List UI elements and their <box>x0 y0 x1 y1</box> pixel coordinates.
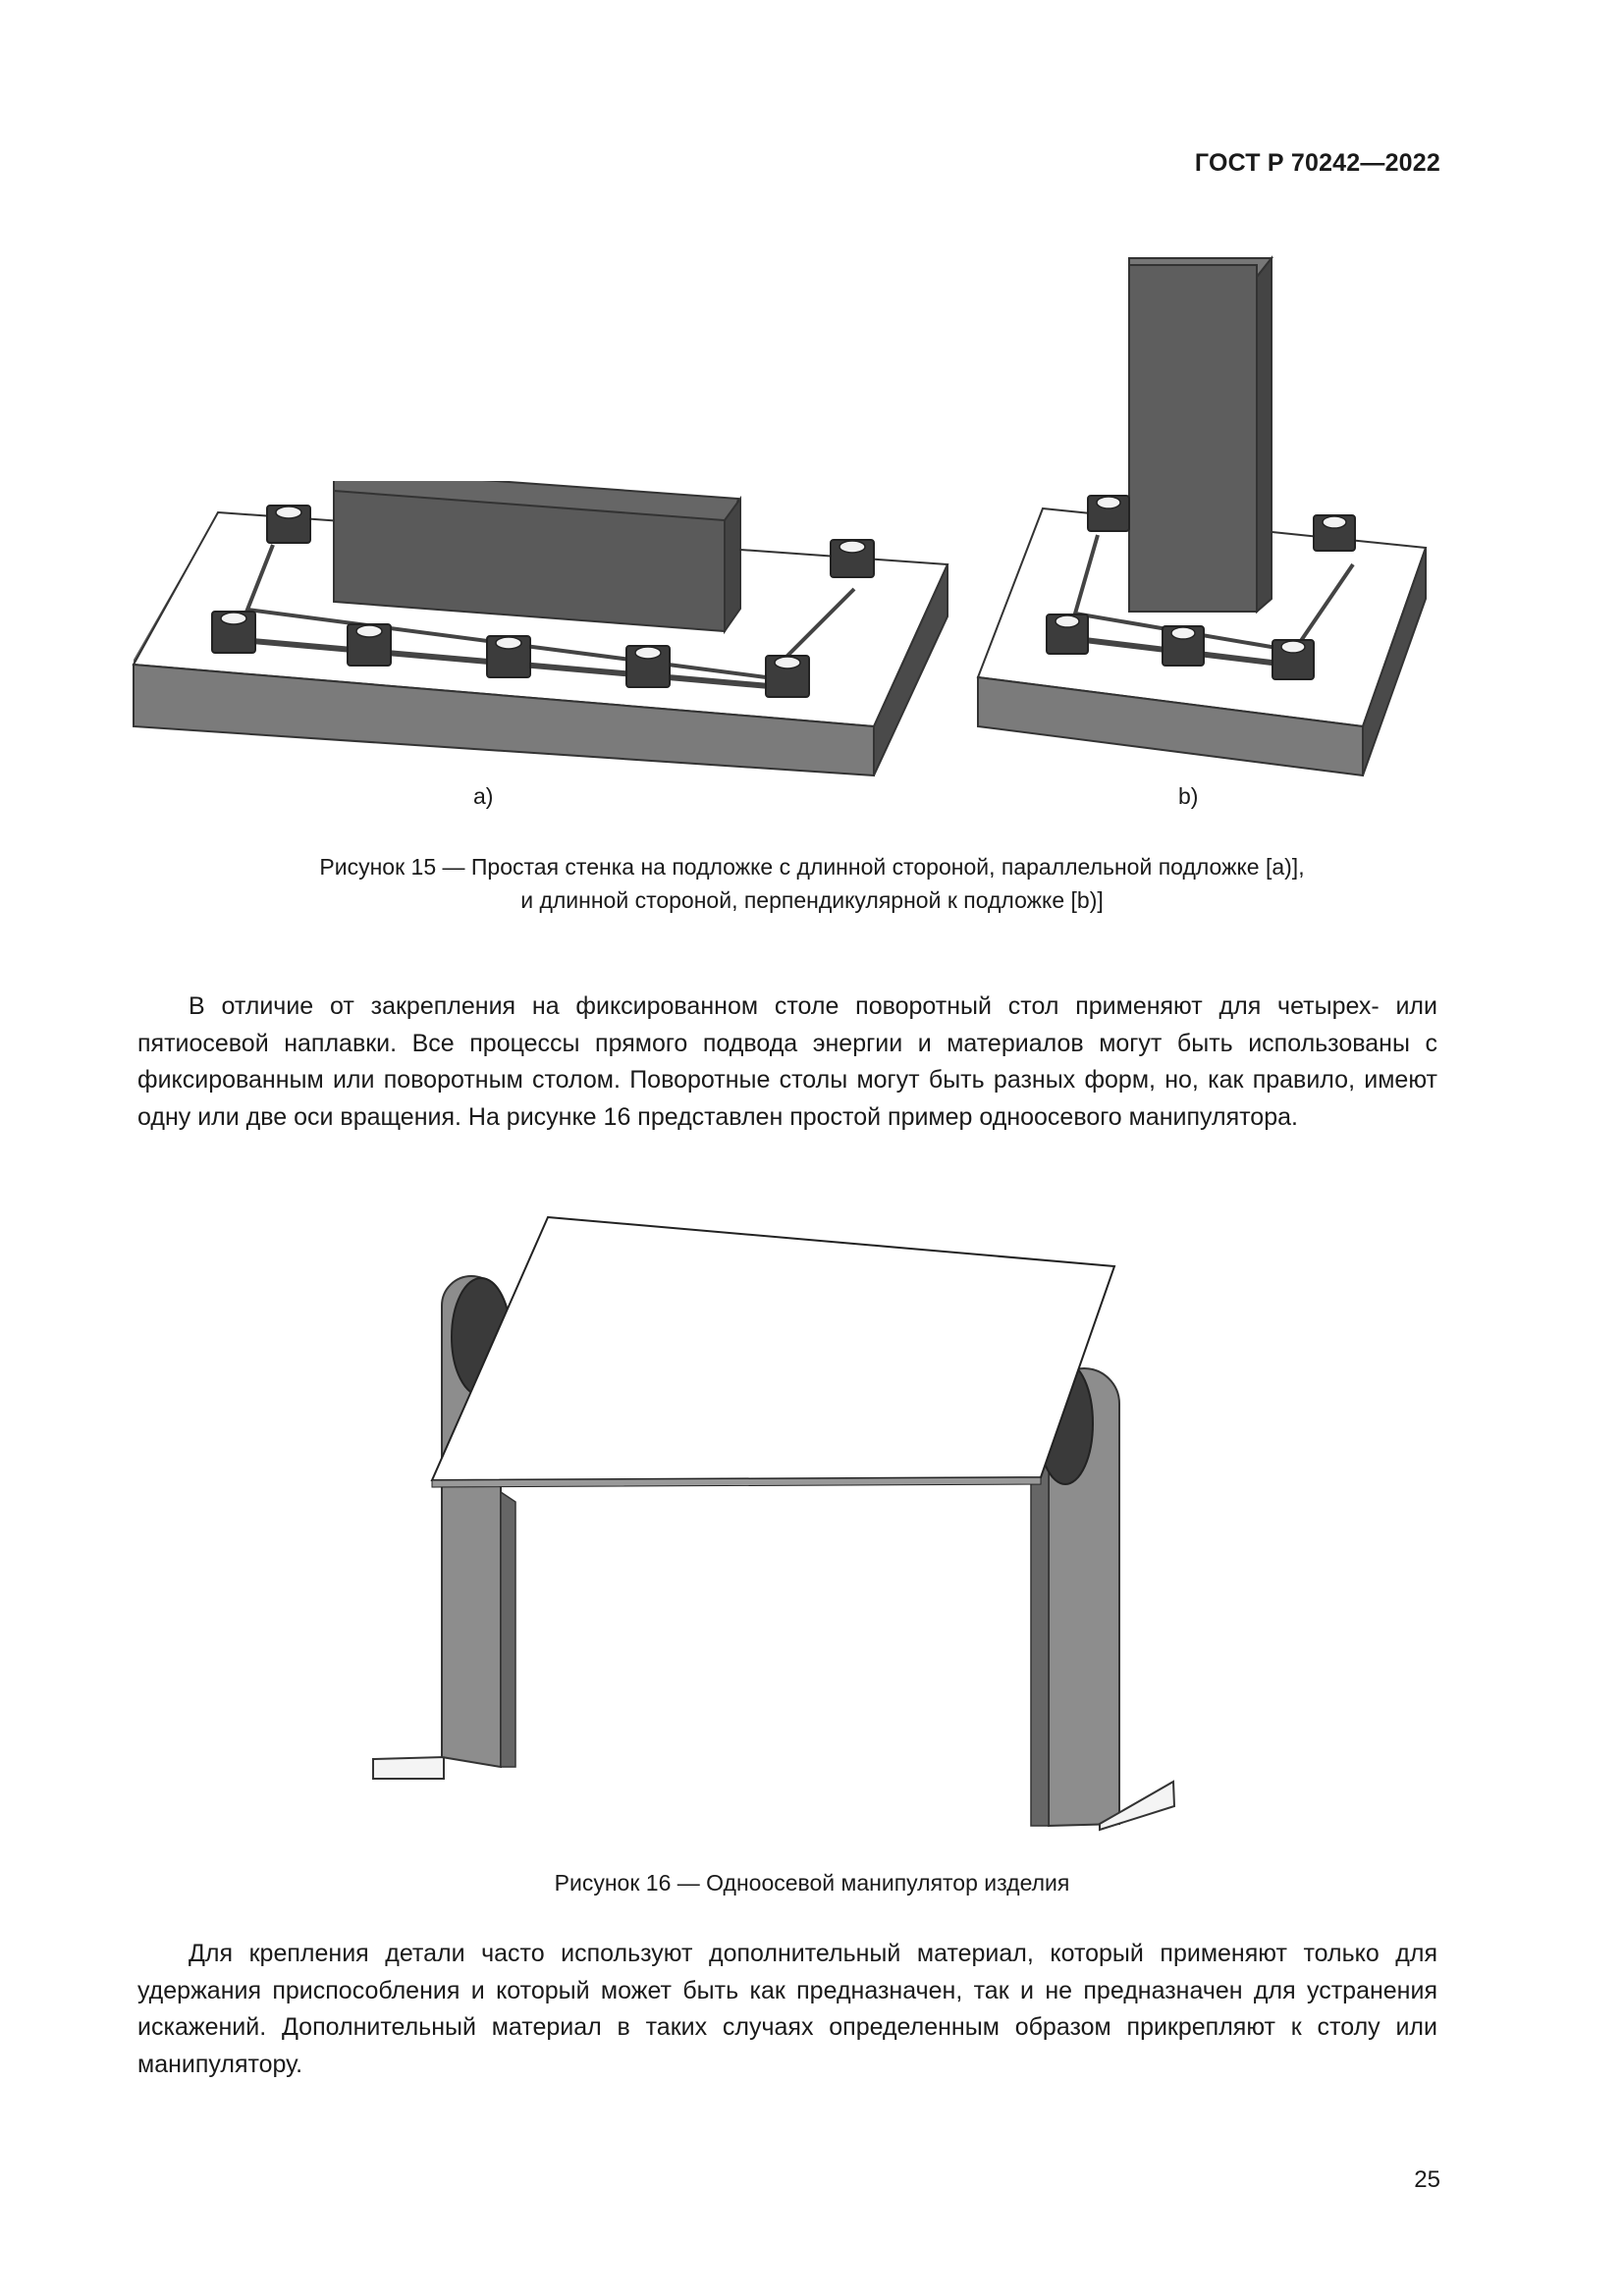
figure-15a <box>128 481 972 785</box>
figure-16 <box>353 1198 1198 1855</box>
figure-15b-label: b) <box>1178 783 1199 809</box>
substrate-wall-perpendicular-drawing <box>972 236 1434 785</box>
figure-15-caption-line1: Рисунок 15 — Простая стенка на подложке с длинной стороной, параллельной подложке [a)], <box>319 854 1305 880</box>
page-number: 25 <box>1414 2166 1440 2193</box>
paragraph-rotary-table: В отличие от закрепления на фиксированном столе поворотный стол применяют для четырех- или пятиосевой наплавки. Все процессы прямого подвода энергии и материалов могут быть использованы с фиксированным или поворотным столом. Поворотные столы могут быть разных форм, но, как правило, имеют одну или две оси вращения. На рисунке 16 представлен простой пример одноосевого манипулятора. <box>137 992 1437 1131</box>
figure-15a-label: a) <box>473 783 494 809</box>
figure-16-caption: Рисунок 16 — Одноосевой манипулятор изделия <box>554 1870 1070 1896</box>
substrate-wall-parallel-drawing <box>128 481 972 785</box>
paragraph-additional-material: Для крепления детали часто используют дополнительный материал, который применяют только для удержания приспособления и который может быть как предназначен, так и не предназначен для устранения искажений. Дополнительный материал в таких случаях определенным образом прикрепляют к столу или манипулятору. <box>137 1940 1437 2078</box>
figure-15-caption <box>137 850 1487 917</box>
figure-15-caption-line2: и длинной стороной, перпендикулярной к подложке [b)] <box>520 887 1104 913</box>
document-header: ГОСТ Р 70242—2022 <box>1194 149 1440 177</box>
single-axis-manipulator-drawing <box>353 1198 1198 1855</box>
figure-15b <box>972 236 1434 785</box>
